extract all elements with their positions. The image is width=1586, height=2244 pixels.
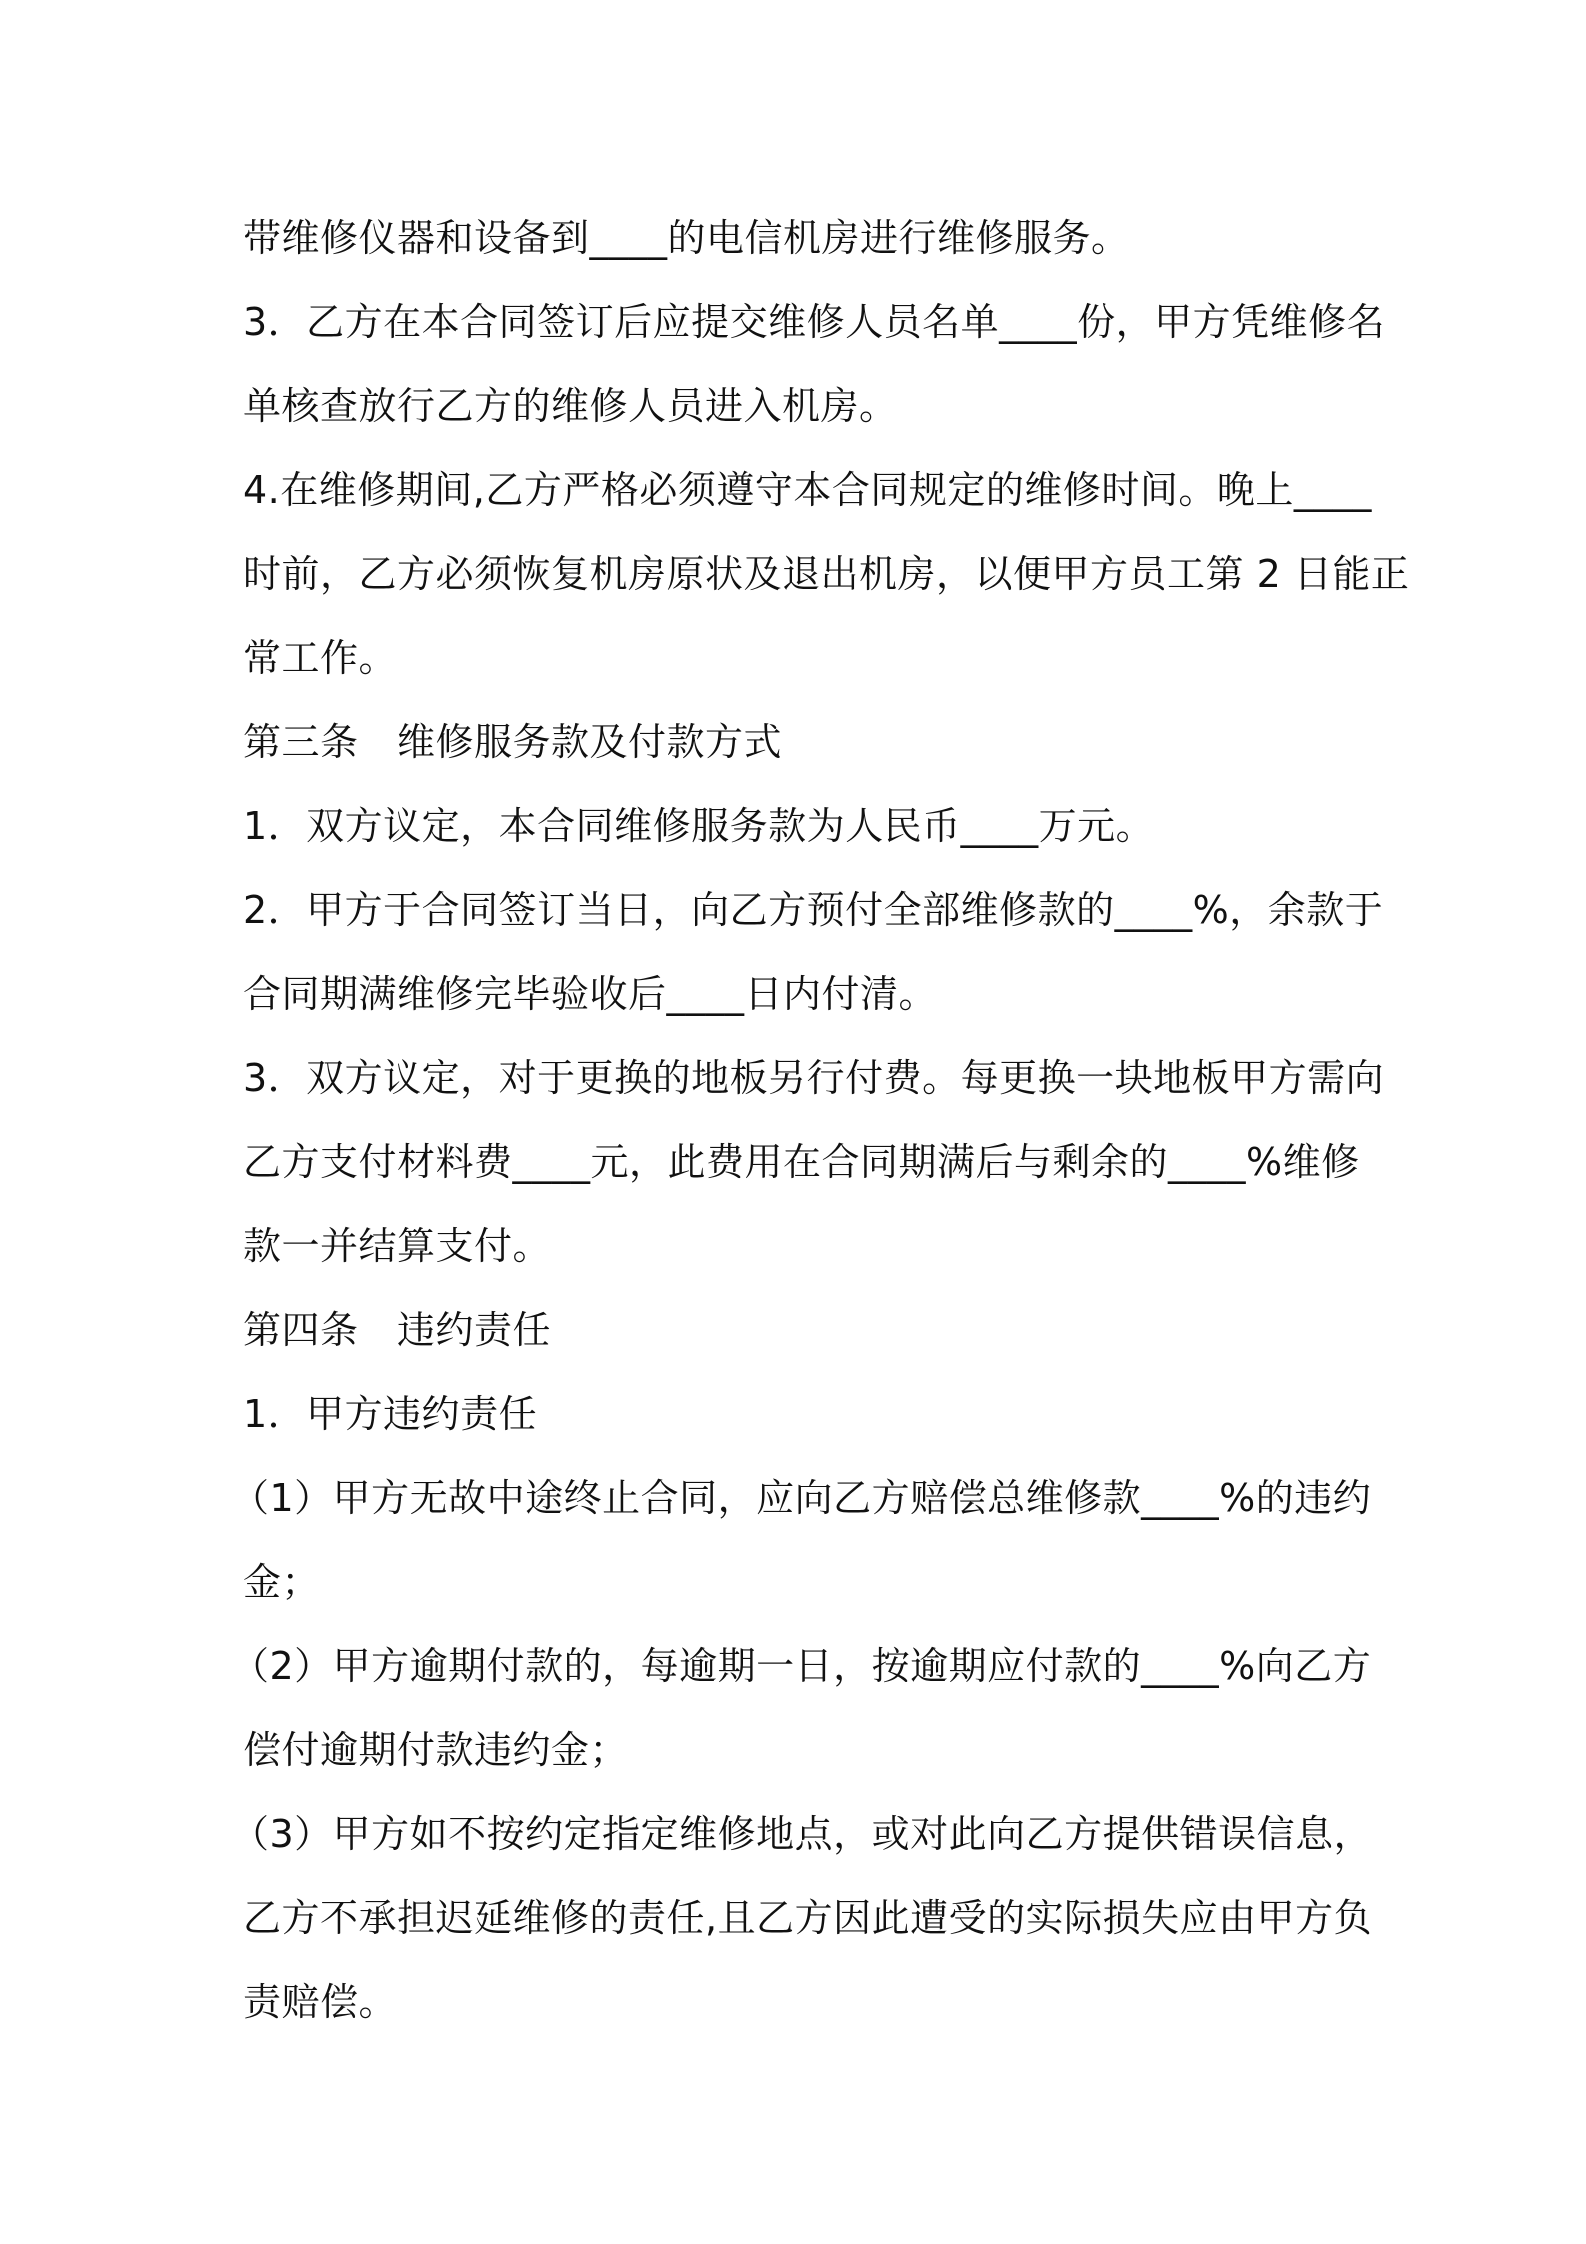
text-line: 款一并结算支付。	[243, 1224, 552, 1268]
text-line: 4.在维修期间,乙方严格必须遵守本合同规定的维修时间。晚上____	[243, 468, 1372, 512]
text-line: 时前，乙方必须恢复机房原状及退出机房，以便甲方员工第 2 日能正	[243, 552, 1410, 596]
text-line: 合同期满维修完毕验收后____日内付清。	[243, 972, 938, 1016]
text-line: 1．双方议定，本合同维修服务款为人民币____万元。	[243, 804, 1155, 848]
text-line: （2）甲方逾期付款的，每逾期一日，按逾期应付款的____%向乙方	[231, 1644, 1372, 1688]
text-line: 乙方不承担迟延维修的责任,且乙方因此遭受的实际损失应由甲方负	[243, 1896, 1373, 1940]
text-line: 1．甲方违约责任	[243, 1392, 538, 1436]
text-line: 常工作。	[243, 636, 398, 680]
text-line: 偿付逾期付款违约金；	[243, 1728, 629, 1772]
text-line: 单核查放行乙方的维修人员进入机房。	[243, 384, 898, 428]
text-line: （3）甲方如不按约定指定维修地点，或对此向乙方提供错误信息，	[231, 1812, 1373, 1856]
section-heading: 第四条 违约责任	[243, 1308, 552, 1352]
text-line: 责赔偿。	[243, 1980, 398, 2024]
text-line: 2．甲方于合同签订当日，向乙方预付全部维修款的____%，余款于	[243, 888, 1384, 932]
text-line: 带维修仪器和设备到____的电信机房进行维修服务。	[243, 216, 1130, 260]
text-line: （1）甲方无故中途终止合同，应向乙方赔偿总维修款____%的违约	[231, 1476, 1372, 1520]
document-body	[231, 196, 1410, 2044]
section-heading: 第三条 维修服务款及付款方式	[243, 720, 783, 764]
text-line: 3．双方议定，对于更换的地板另行付费。每更换一块地板甲方需向	[243, 1056, 1385, 1100]
text-line: 3．乙方在本合同签订后应提交维修人员名单____份，甲方凭维修名	[243, 300, 1386, 344]
text-line: 金；	[243, 1560, 321, 1604]
text-line: 乙方支付材料费____元，此费用在合同期满后与剩余的____%维修	[243, 1140, 1360, 1184]
